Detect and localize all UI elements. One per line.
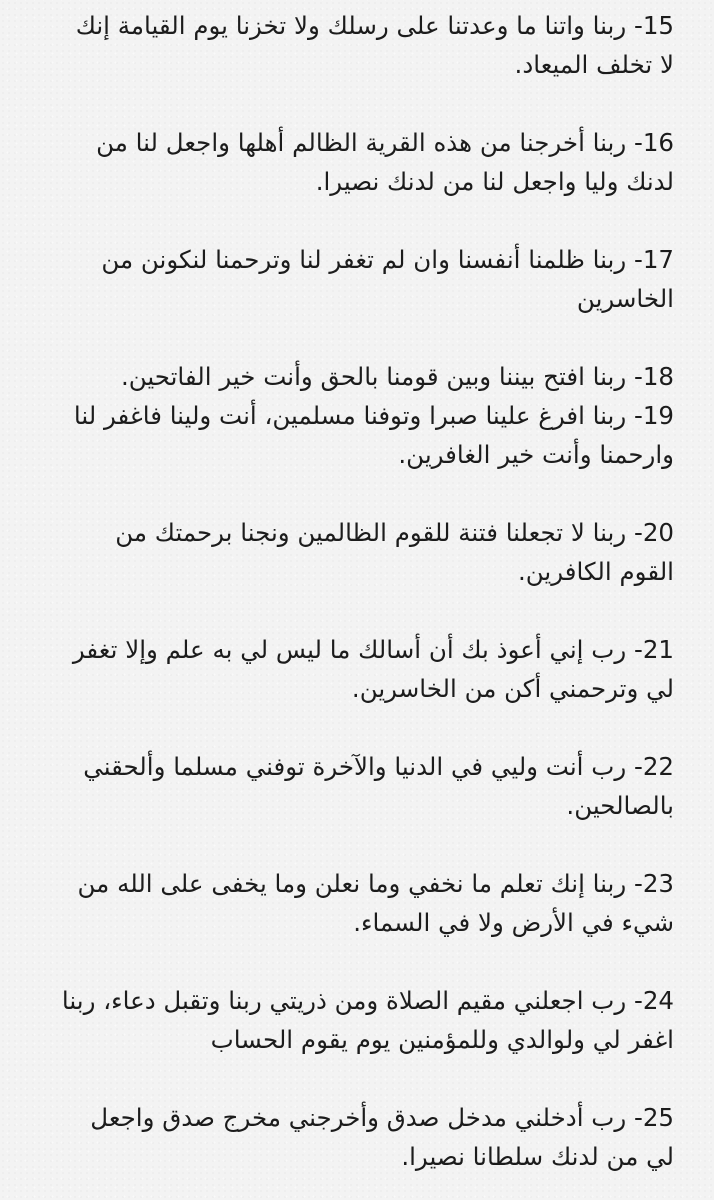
item-line: لدنك وليا واجعل لنا من لدنك نصيرا. bbox=[315, 167, 674, 196]
list-item bbox=[58, 396, 674, 474]
list-item bbox=[58, 357, 674, 396]
item-line: القوم الكافرين. bbox=[517, 557, 674, 586]
item-line: 21- رب إني أعوذ بك أن أسالك ما ليس لي به علم وإلا تغفر bbox=[72, 635, 674, 664]
list-item bbox=[58, 630, 674, 708]
item-line: لا تخلف الميعاد. bbox=[514, 50, 674, 79]
item-line: وارحمنا وأنت خير الغافرين. bbox=[398, 440, 674, 469]
item-line: 20- ربنا لا تجعلنا فتنة للقوم الظالمين ونجنا برحمتك من bbox=[115, 518, 674, 547]
item-line: الخاسرين bbox=[576, 284, 674, 313]
item-line: اغفر لي ولوالدي وللمؤمنين يوم يقوم الحساب bbox=[210, 1025, 674, 1054]
item-line: 15- ربنا واتنا ما وعدتنا على رسلك ولا تخزنا يوم القيامة إنك bbox=[75, 11, 674, 40]
item-line: 24- رب اجعلني مقيم الصلاة ومن ذريتي ربنا وتقبل دعاء، ربنا bbox=[61, 986, 674, 1015]
item-line: 22- رب أنت وليي في الدنيا والآخرة توفني مسلما وألحقني bbox=[83, 752, 674, 781]
item-line: 16- ربنا أخرجنا من هذه القرية الظالم أهلها واجعل لنا من bbox=[96, 128, 674, 157]
list-item bbox=[58, 123, 674, 201]
item-line: لي وترحمني أكن من الخاسرين. bbox=[351, 674, 674, 703]
item-line: شيء في الأرض ولا في السماء. bbox=[353, 908, 674, 937]
list-item bbox=[58, 864, 674, 942]
item-line: 18- ربنا افتح بيننا وبين قومنا بالحق وأنت خير الفاتحين. bbox=[120, 362, 674, 391]
item-line: لي من لدنك سلطانا نصيرا. bbox=[401, 1142, 674, 1171]
list-item bbox=[58, 513, 674, 591]
list-item bbox=[58, 747, 674, 825]
list-item bbox=[58, 981, 674, 1059]
list-item bbox=[58, 6, 674, 84]
list-item bbox=[58, 240, 674, 318]
item-line: 25- رب أدخلني مدخل صدق وأخرجني مخرج صدق واجعل bbox=[90, 1103, 674, 1132]
item-line: بالصالحين. bbox=[566, 791, 674, 820]
item-line: 19- ربنا افرغ علينا صبرا وتوفنا مسلمين، أنت ولينا فاغفر لنا bbox=[73, 401, 674, 430]
list-item bbox=[58, 1098, 674, 1176]
item-line: 23- ربنا إنك تعلم ما نخفي وما نعلن وما يخفى على الله من bbox=[77, 869, 674, 898]
dua-list bbox=[58, 6, 674, 1176]
item-line: 17- ربنا ظلمنا أنفسنا وان لم تغفر لنا وترحمنا لنكونن من bbox=[101, 245, 674, 274]
